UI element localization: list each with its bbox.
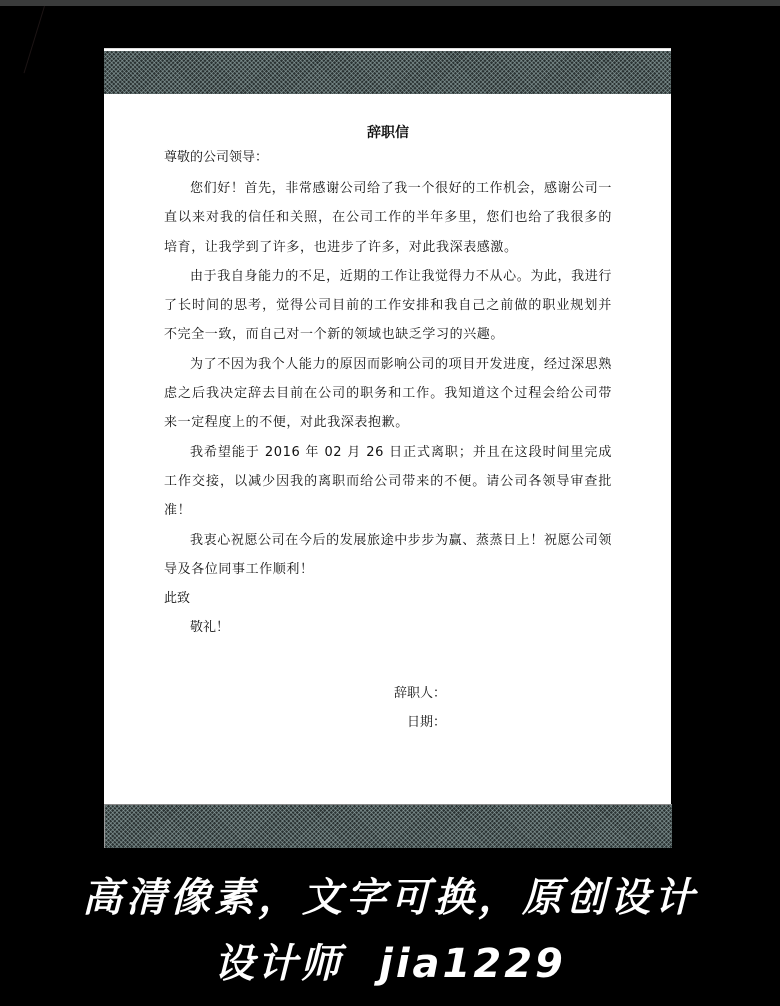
- signature-label: 辞职人：: [394, 686, 447, 701]
- promo-designer: [0, 934, 780, 994]
- signature-block: [394, 679, 514, 737]
- paragraph: 为了不因为我个人能力的原因而影响公司的项目开发进度，经过深思熟虑之后我决定辞去目前在公司的职务和工作。我知道这个过程会给公司带来一定程度上的不便，对此我深表抱歉。: [164, 356, 612, 431]
- top-toolbar-strip: [0, 0, 780, 6]
- letter-title: 辞职信: [367, 125, 409, 141]
- paragraph: 我希望能于 2016 年 02 月 26 日正式离职；并且在这段时间里完成工作交接，以减少因我的离职而给公司带来的不便。请公司各领导审查批准！: [164, 444, 612, 519]
- promo-headline: 高清像素，文字可换，原创设计: [82, 875, 698, 921]
- footer-pattern-band: [104, 804, 672, 848]
- date-label: 日期：: [407, 715, 447, 730]
- paragraph: 我衷心祝愿公司在今后的发展旅途中步步为赢、蒸蒸日上！祝愿公司领导及各位同事工作顺利！: [164, 532, 612, 577]
- designer-id: jia1229: [379, 941, 566, 987]
- decorative-line: [24, 6, 45, 73]
- letter-page: [104, 48, 671, 847]
- letter-salutation: 尊敬的公司领导：: [164, 150, 269, 165]
- designer-label: 设计师: [214, 941, 344, 987]
- letter-closing: 此致: [164, 591, 191, 607]
- letter-regards: 敬礼！: [190, 620, 230, 636]
- paragraph: 由于我自身能力的不足，近期的工作让我觉得力不从心。为此，我进行了长时间的思考，觉得公司目前的工作安排和我自己之前做的职业规划并不完全一致，而自己对一个新的领域也缺乏学习的兴趣。: [164, 268, 612, 343]
- paragraph: 您们好！首先，非常感谢公司给了我一个很好的工作机会，感谢公司一直以来对我的信任和关照，在公司工作的半年多里，您们也给了我很多的培育，让我学到了许多，也进步了许多，对此我深表感激。: [164, 181, 612, 255]
- letter-body: [164, 119, 612, 643]
- header-pattern-band: [104, 51, 671, 94]
